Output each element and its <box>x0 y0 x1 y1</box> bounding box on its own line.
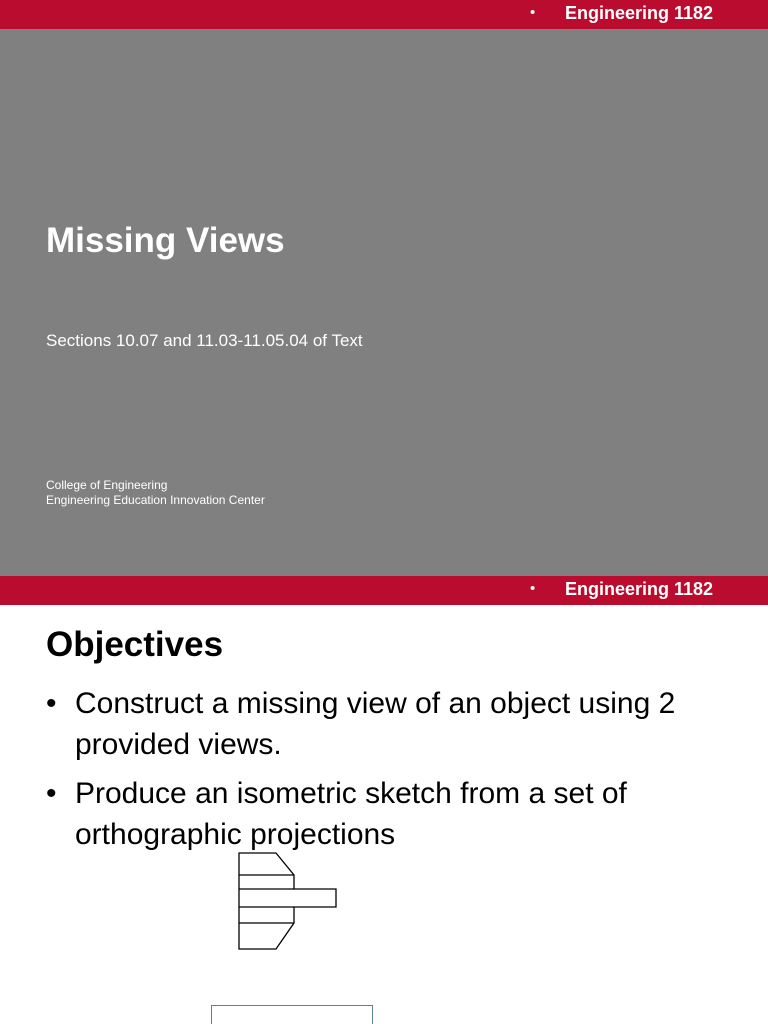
section-banner <box>0 576 768 605</box>
slide-subtitle: Sections 10.07 and 11.03-11.05.04 of Text <box>46 331 363 350</box>
college-name: College of Engineering <box>46 478 168 492</box>
banner-bullet: • <box>530 580 536 597</box>
view-frame <box>211 1005 373 1024</box>
organization-block <box>46 478 265 508</box>
objectives-slide <box>0 605 768 1024</box>
banner-bullet: • <box>530 4 536 21</box>
objective-item <box>46 773 726 855</box>
course-label: Engineering 1182 <box>565 3 714 23</box>
title-slide <box>0 29 768 576</box>
header-banner <box>0 0 768 29</box>
bullet-marker: • <box>46 777 57 810</box>
course-label: Engineering 1182 <box>565 579 714 599</box>
objective-text: Construct a missing view of an object using 2 provided views. <box>75 687 676 761</box>
center-name: Engineering Education Innovation Center <box>46 493 265 507</box>
objective-item <box>46 683 726 765</box>
objectives-list <box>46 683 726 863</box>
object-outline <box>239 853 336 949</box>
orthographic-view-drawing <box>236 851 340 957</box>
objective-text: Produce an isometric sketch from a set of orthographic projections <box>75 777 627 851</box>
bullet-marker: • <box>46 687 57 720</box>
slide-title: Missing Views <box>46 221 285 260</box>
objectives-heading: Objectives <box>46 625 224 664</box>
